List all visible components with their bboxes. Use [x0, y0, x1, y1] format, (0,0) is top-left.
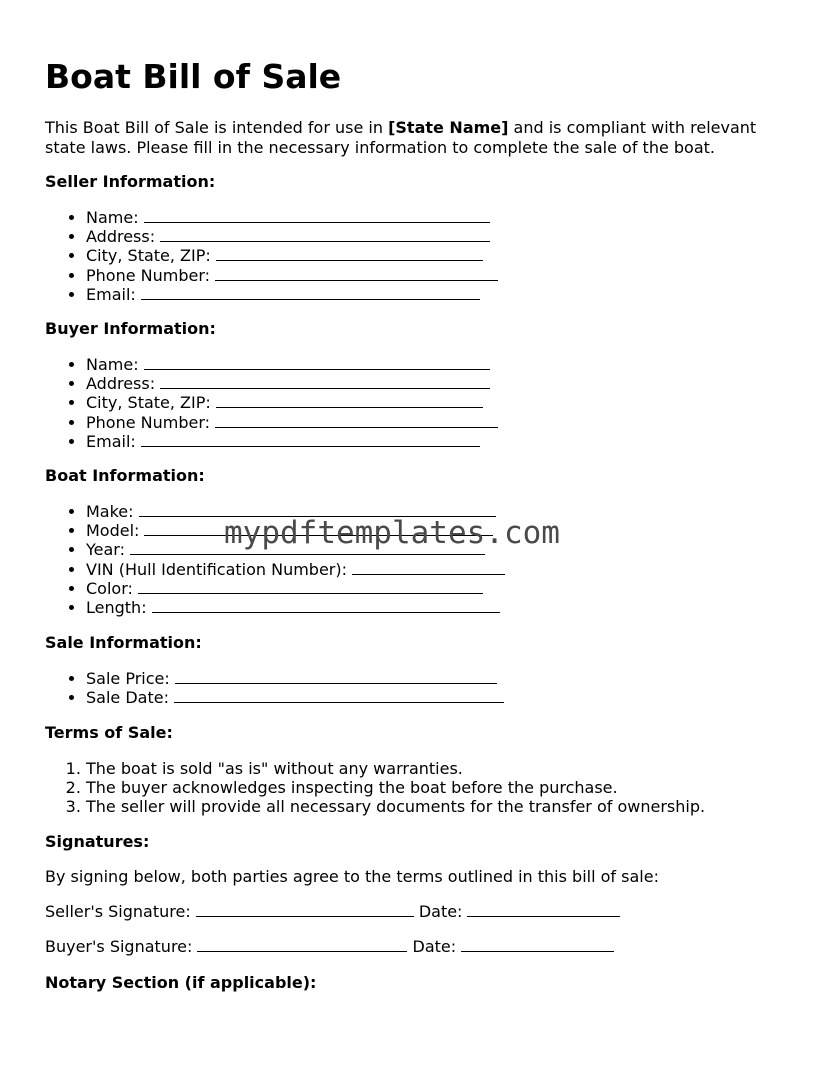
sale-fields-list — [45, 669, 504, 707]
seller-email-field — [86, 285, 498, 304]
boat-heading: Boat Information: — [45, 466, 205, 485]
buyer-phone-field — [86, 413, 498, 432]
seller-city-field — [86, 246, 498, 265]
seller-date-label: Date: — [418, 902, 463, 921]
boat-vin-field — [86, 560, 505, 579]
field-label: Sale Price: — [86, 669, 170, 688]
term-item: 1. The boat is sold "as is" without any warranties. — [86, 759, 705, 778]
buyer-signature-label: Buyer's Signature: — [45, 937, 193, 956]
buyer-date-label: Date: — [412, 937, 457, 956]
buyer-address-field — [86, 374, 498, 393]
buyer-name-line[interactable] — [144, 357, 490, 370]
buyer-signature-line[interactable] — [197, 939, 407, 952]
seller-date-line[interactable] — [467, 904, 620, 917]
field-label: Name: — [86, 355, 139, 374]
boat-color-line[interactable] — [138, 581, 483, 594]
field-label: Email: — [86, 431, 136, 451]
boat-length-line[interactable] — [152, 600, 500, 613]
sale-price-field — [86, 669, 504, 688]
field-label: Make: — [86, 502, 134, 521]
seller-city-line[interactable] — [216, 248, 483, 261]
buyer-fields-list — [45, 355, 498, 451]
field-label: City, State, ZIP: — [86, 246, 211, 266]
field-label: Sale Date: — [86, 688, 169, 708]
buyer-signature-row — [45, 937, 614, 957]
field-label: Model: — [86, 521, 140, 541]
seller-name-field — [86, 208, 498, 227]
field-label: VIN (Hull Identification Number): — [86, 559, 348, 579]
terms-heading: Terms of Sale: — [45, 723, 173, 742]
state-name-placeholder: [State Name] — [388, 118, 509, 137]
field-label: Length: — [86, 598, 147, 618]
intro-paragraph — [45, 118, 785, 157]
field-label: Year: — [86, 540, 125, 560]
boat-color-field — [86, 579, 505, 598]
sale-price-line[interactable] — [175, 671, 497, 684]
term-item: 2. The buyer acknowledges inspecting the boat before the purchase. — [86, 778, 705, 797]
buyer-email-field — [86, 432, 498, 451]
boat-length-field — [86, 598, 505, 617]
seller-name-line[interactable] — [144, 210, 490, 223]
seller-signature-row — [45, 902, 620, 922]
field-label: Phone Number: — [86, 412, 211, 432]
field-label: Color: — [86, 578, 133, 598]
seller-email-line[interactable] — [141, 287, 480, 300]
sale-heading: Sale Information: — [45, 633, 202, 652]
seller-signature-label: Seller's Signature: — [45, 902, 191, 921]
signatures-heading: Signatures: — [45, 832, 150, 851]
field-label: City, State, ZIP: — [86, 393, 211, 413]
buyer-email-line[interactable] — [141, 434, 480, 447]
notary-heading: Notary Section (if applicable): — [45, 973, 317, 992]
seller-phone-line[interactable] — [215, 268, 498, 281]
watermark-text: mypdftemplates.com — [224, 515, 560, 551]
buyer-address-line[interactable] — [160, 376, 490, 389]
field-label: Phone Number: — [86, 265, 211, 285]
seller-address-field — [86, 227, 498, 246]
buyer-city-line[interactable] — [216, 395, 483, 408]
buyer-name-field — [86, 355, 498, 374]
field-label: Name: — [86, 208, 139, 227]
boat-vin-line[interactable] — [352, 562, 505, 575]
seller-heading: Seller Information: — [45, 172, 216, 191]
seller-address-line[interactable] — [160, 229, 490, 242]
seller-signature-line[interactable] — [196, 904, 414, 917]
terms-list — [45, 759, 705, 817]
buyer-phone-line[interactable] — [215, 415, 498, 428]
field-label: Address: — [86, 374, 156, 394]
field-label: Email: — [86, 284, 136, 304]
sale-date-field — [86, 688, 504, 707]
buyer-date-line[interactable] — [461, 939, 614, 952]
signatures-statement: By signing below, both parties agree to the terms outlined in this bill of sale: — [45, 867, 659, 886]
sale-date-line[interactable] — [174, 690, 504, 703]
buyer-city-field — [86, 393, 498, 412]
intro-text-start: This Boat Bill of Sale is intended for use in — [45, 118, 389, 137]
page-title: Boat Bill of Sale — [45, 57, 342, 96]
seller-fields-list — [45, 208, 498, 304]
intro-text-end: and is compliant with relevant state laws. Please fill in the necessary information to complete the sale of the boat. — [45, 118, 757, 157]
buyer-heading: Buyer Information: — [45, 319, 216, 338]
seller-phone-field — [86, 266, 498, 285]
term-item: 3. The seller will provide all necessary documents for the transfer of ownership. — [86, 797, 705, 816]
field-label: Address: — [86, 227, 156, 247]
